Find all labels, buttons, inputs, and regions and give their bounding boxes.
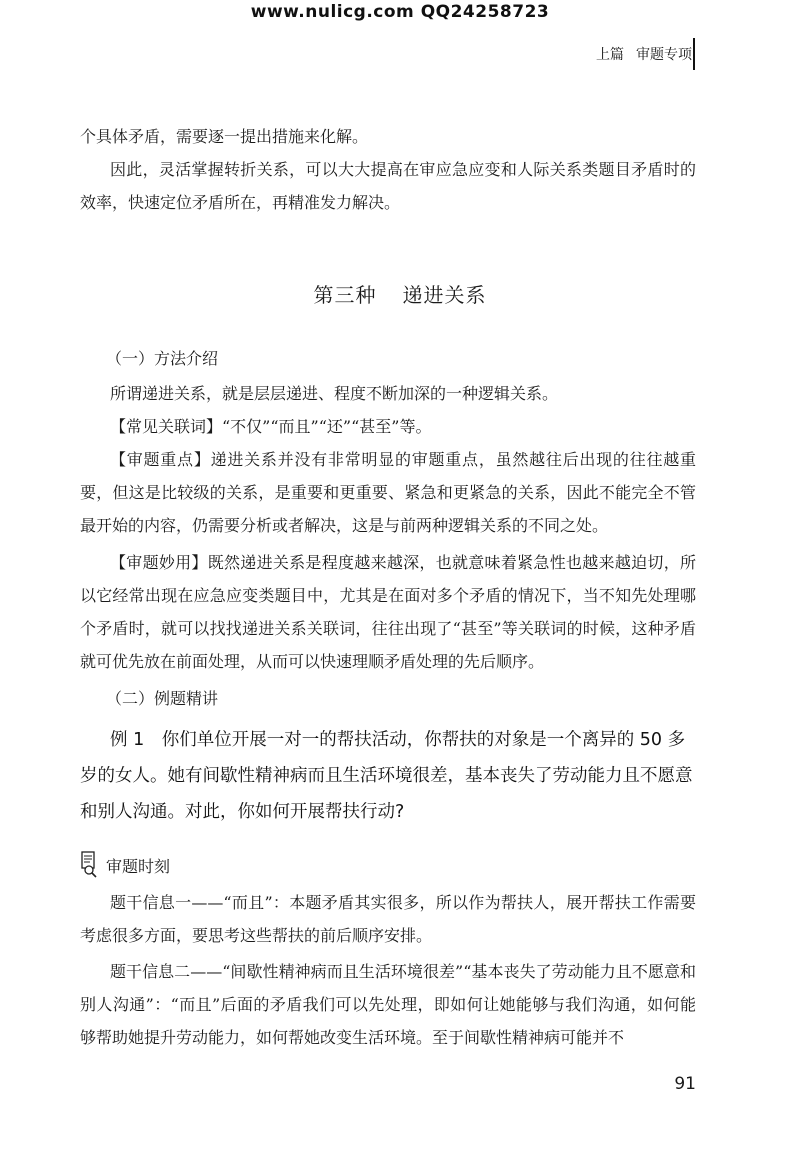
section-name: 递进关系 bbox=[402, 283, 487, 307]
keywords-paragraph: 【常见关联词】“不仅”“而且”“还”“甚至”等。 bbox=[110, 417, 432, 436]
review-label: 审题时刻 bbox=[106, 857, 171, 876]
page-number: 91 bbox=[674, 1074, 696, 1094]
conclusion-paragraph: 因此，灵活掌握转折关系，可以大大提高在审应急应变和人际关系类题目矛盾时的效率，快速定位矛盾所在，再精准发力解决。 bbox=[80, 160, 696, 212]
continued-paragraph: 个具体矛盾，需要逐一提出措施来化解。 bbox=[80, 127, 369, 146]
focus-paragraph: 【审题重点】递进关系并没有非常明显的审题重点，虽然越往后出现的往往越重要，但这是比较级的关系，是重要和更重要、紧急和更紧急的关系，因此不能完全不管最开始的内容，仍需要分析或者解决，这是与前两种逻辑关系的不同之处。 bbox=[80, 450, 696, 535]
section-label: 审题专项 bbox=[636, 47, 692, 63]
review-info-1: 题干信息一——“而且”：本题矛盾其实很多，所以作为帮扶人，展开帮扶工作需要考虑很多方面，要思考这些帮扶的前后顺序安排。 bbox=[80, 893, 696, 945]
watermark: www.nulicg.com QQ24258723 bbox=[250, 2, 550, 22]
example-question: 例 1 你们单位开展一对一的帮扶活动，你帮扶的对象是一个离异的 50 多岁的女人。她有间歇性精神病而且生活环境很差，基本丧失了劳动能力且不愿意和别人沟通。对此，你如何开展帮扶行动? bbox=[80, 730, 693, 822]
method-heading: （一）方法介绍 bbox=[106, 349, 219, 368]
magnifier-document-icon bbox=[80, 850, 100, 878]
review-info-2: 题干信息二——“间歇性精神病而且生活环境很差”“基本丧失了劳动能力且不愿意和别人沟通”：“而且”后面的矛盾我们可以先处理，即如何让她能够与我们沟通，如何能够帮助她提升劳动能力，如何帮她改变生活环境。至于间歇性精神病可能并不 bbox=[80, 962, 696, 1047]
section-number: 第三种 bbox=[313, 283, 377, 307]
running-head bbox=[596, 44, 692, 64]
header-rule bbox=[693, 38, 695, 70]
section-title bbox=[0, 279, 800, 308]
method-intro: 所谓递进关系，就是层层递进、程度不断加深的一种逻辑关系。 bbox=[110, 384, 559, 403]
part-label: 上篇 bbox=[596, 47, 624, 63]
example-heading: （二）例题精讲 bbox=[106, 689, 219, 708]
usage-paragraph: 【审题妙用】既然递进关系是程度越来越深，也就意味着紧急性也越来越迫切，所以它经常出现在应急应变类题目中，尤其是在面对多个矛盾的情况下，当不知先处理哪个矛盾时，就可以找找递进关系关联词，往往出现了“甚至”等关联词的时候，这种矛盾就可优先放在前面处理，从而可以快速理顺矛盾处理的先后顺序。 bbox=[80, 553, 696, 671]
